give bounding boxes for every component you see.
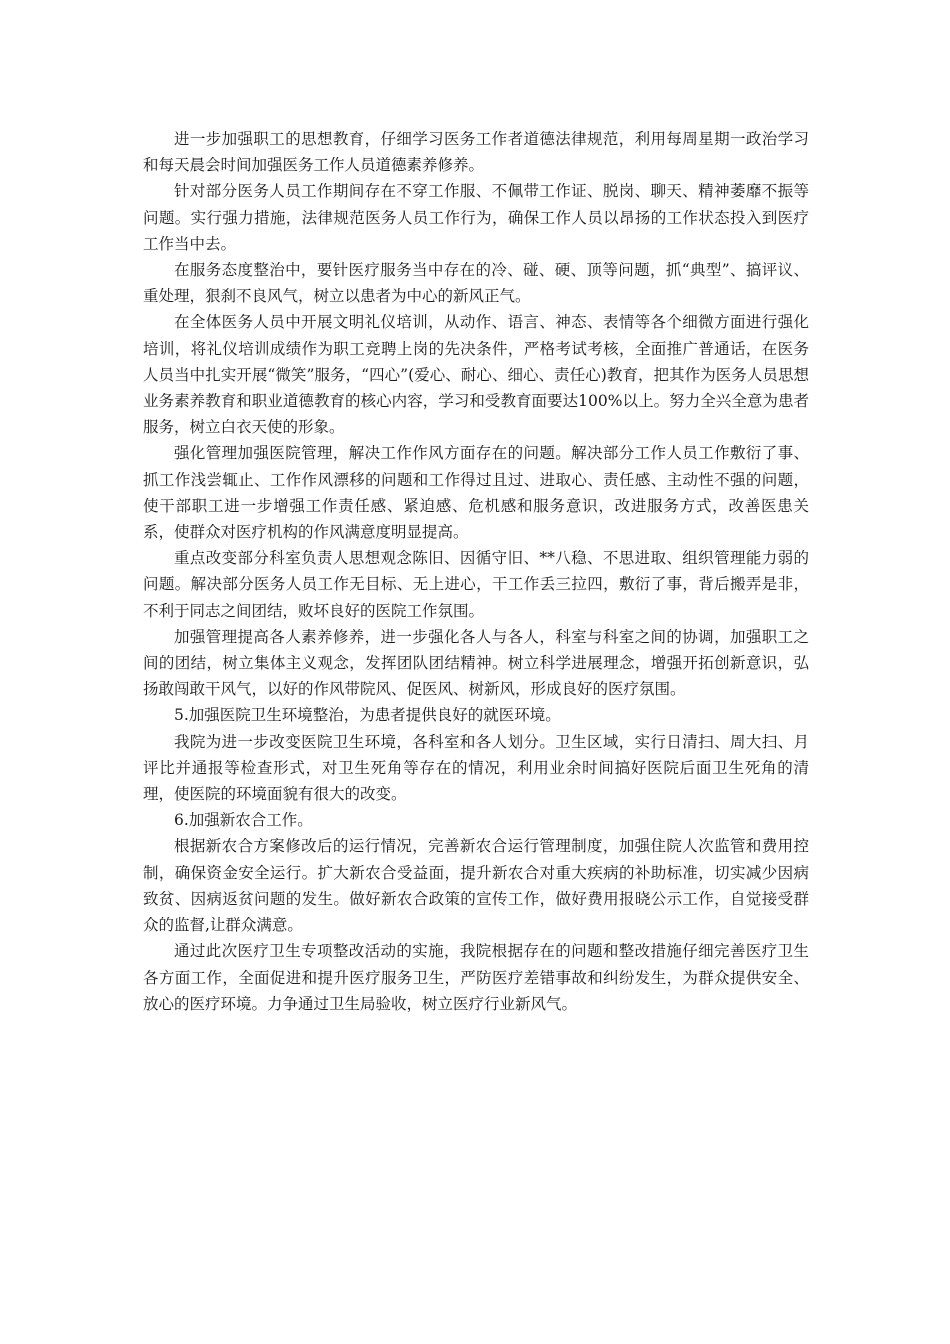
paragraph-2: 针对部分医务人员工作期间存在不穿工作服、不佩带工作证、脱岗、聊天、精神萎靡不振等问题。实行强力措施，法律规范医务人员工作行为，确保工作人员以昂扬的工作状态投入到医疗工作当中去。 xyxy=(143,182,809,253)
paragraph-8: 我院为进一步改变医院卫生环境，各科室和各人划分。卫生区域，实行日清扫、周大扫、月评比并通报等检查形式，对卫生死角等存在的情况，利用业余时间搞好医院后面卫生死角的清理，使医院的环境面貌有很大的改变。 xyxy=(143,732,809,804)
paragraph-6: 重点改变部分科室负责人思想观念陈旧、因循守旧、**八稳、不思进取、组织管理能力弱的问题。解决部分医务人员工作无目标、无上进心，干工作丢三拉四，敷衍了事，背后搬弄是非，不利于同志之间团结，败坏良好的医院工作氛围。 xyxy=(143,549,809,620)
paragraph-5: 强化管理加强医院管理，解决工作作风方面存在的问题。解决部分工作人员工作敷衍了事、抓工作浅尝辄止、工作作风漂移的问题和工作得过且过、进取心、责任感、主动性不强的问题，使干部职工进一步增强工作责任感、紧迫感、危机感和服务意识，改进服务方式，改善医患关系，使群众对医疗机构的作风满意度明显提高。 xyxy=(143,444,809,542)
document-body xyxy=(143,126,809,1017)
paragraph-7: 加强管理提高各人素养修养，进一步强化各人与各人，科室与科室之间的协调，加强职工之间的团结，树立集体主义观念，发挥团队团结精神。树立科学进展理念，增强开拓创新意识，弘扬敢闯敢干风气，以好的作风带院风、促医风、树新风，形成良好的医疗氛围。 xyxy=(143,627,809,699)
paragraph-9: 根据新农合方案修改后的运行情况，完善新农合运行管理制度，加强住院人次监管和费用控制，确保资金安全运行。扩大新农合受益面，提升新农合对重大疾病的补助标准，切实减少因病致贫、因病返贫问题的发生。做好新农合政策的宣传工作，做好费用报晓公示工作，自觉接受群众的监督,让群众满意。 xyxy=(143,837,809,935)
paragraph-1: 进一步加强职工的思想教育，仔细学习医务工作者道德法律规范，利用每周星期一政治学习和每天晨会时间加强医务工作人员道德素养修养。 xyxy=(143,130,809,175)
paragraph-3: 在服务态度整治中，要针医疗服务当中存在的冷、碰、硬、顶等问题，抓“典型”、搞评议、重处理，狠刹不良风气，树立以患者为中心的新风正气。 xyxy=(143,261,809,306)
section-heading-5: 5.加强医院卫生环境整治，为患者提供良好的就医环境。 xyxy=(174,706,561,725)
paragraph-4: 在全体医务人员中开展文明礼仪培训，从动作、语言、神态、表情等各个细微方面进行强化培训，将礼仪培训成绩作为职工竞聘上岗的先决条件，严格考试考核，全面推广普通话，在医务人员当中扎实开展“微笑”服务，“四心”(爱心、耐心、细心、责任心)教育，把其作为医务人员思想业务素养教育和职业道德教育的核心内容，学习和受教育面要达100%以上。努力全兴全意为患者服务，树立白衣天使的形象。 xyxy=(143,313,809,437)
section-heading-6: 6.加强新农合工作。 xyxy=(174,811,313,830)
paragraph-10: 通过此次医疗卫生专项整改活动的实施，我院根据存在的问题和整改措施仔细完善医疗卫生各方面工作，全面促进和提升医疗服务卫生，严防医疗差错事故和纠纷发生，为群众提供安全、放心的医疗环境。力争通过卫生局验收，树立医疗行业新风气。 xyxy=(143,942,809,1013)
